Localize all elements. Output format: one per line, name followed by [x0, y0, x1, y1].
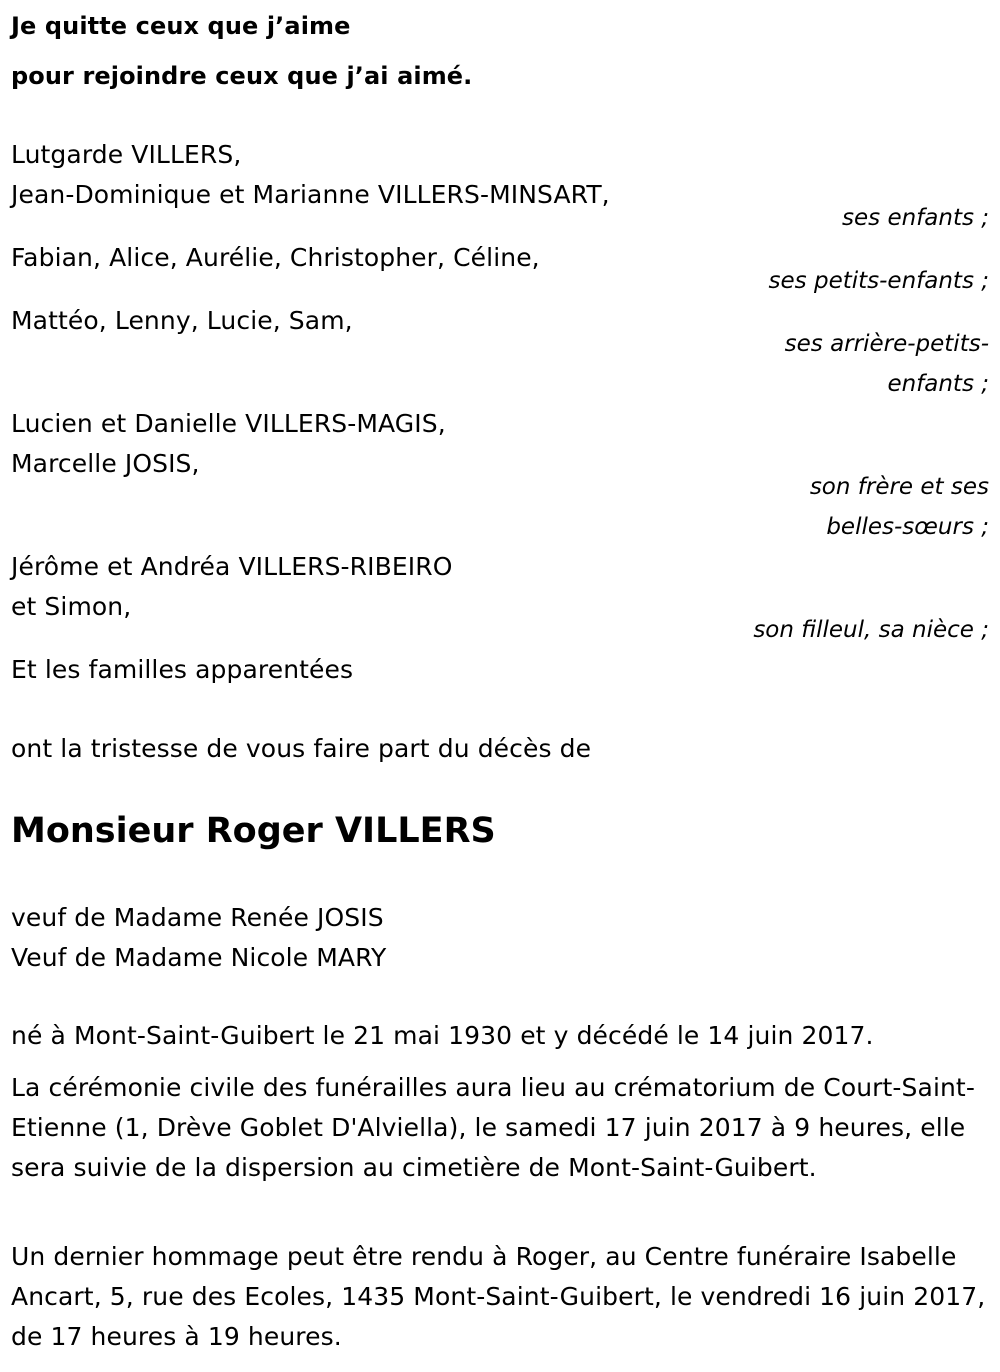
- sibling-name-2: Marcelle JOSIS,: [11, 449, 200, 478]
- tribute-paragraph: Un dernier hommage peut être rendu à Roger, au Centre funéraire Isabelle Ancart, 5, rue des Ecoles, 1435 Mont-Saint-Guibert, le vendredi 16 juin 2017, de 17 heures à 19 heures.: [11, 1242, 986, 1351]
- godchild-name-1: Jérôme et Andréa VILLERS-RIBEIRO: [11, 552, 453, 581]
- relation-children: ses enfants ;: [842, 205, 989, 231]
- godchild-name-2: et Simon,: [11, 592, 132, 621]
- relation-siblings-line-1: son frère et ses: [809, 474, 989, 500]
- relation-great-grandchildren-line-2: enfants ;: [887, 371, 989, 397]
- grandchildren-names: Fabian, Alice, Aurélie, Christopher, Céline,: [11, 243, 540, 272]
- great-grandchildren-names: Mattéo, Lenny, Lucie, Sam,: [11, 306, 353, 335]
- epigraph-line-2: pour rejoindre ceux que j’ai aimé.: [11, 62, 473, 90]
- relation-grandchildren: ses petits-enfants ;: [768, 268, 989, 294]
- widower-line-1: veuf de Madame Renée JOSIS: [11, 903, 384, 932]
- sibling-name-1: Lucien et Danielle VILLERS-MAGIS,: [11, 409, 446, 438]
- widower-line-2: Veuf de Madame Nicole MARY: [11, 943, 387, 972]
- relation-godchild: son filleul, sa nièce ;: [753, 617, 989, 643]
- epigraph-line-1: Je quitte ceux que j’aime: [11, 12, 351, 40]
- deceased-name: Monsieur Roger VILLERS: [11, 811, 496, 851]
- relation-great-grandchildren-line-1: ses arrière-petits-: [784, 331, 989, 357]
- child-name-1: Lutgarde VILLERS,: [11, 140, 242, 169]
- birth-death-line: né à Mont-Saint-Guibert le 21 mai 1930 et y décédé le 14 juin 2017.: [11, 1021, 874, 1050]
- ceremony-paragraph: La cérémonie civile des funérailles aura lieu au crématorium de Court-Saint-Etienne (1, Drève Goblet D'Alviella), le samedi 17 juin 2017 à 9 heures, elle sera suivie de la dispersion au cimetière de Mont-Saint-Guibert.: [11, 1073, 975, 1182]
- families-line: Et les familles apparentées: [11, 655, 354, 684]
- relation-siblings-line-2: belles-sœurs ;: [826, 514, 989, 540]
- announcement-line: ont la tristesse de vous faire part du décès de: [11, 734, 592, 763]
- child-name-2: Jean-Dominique et Marianne VILLERS-MINSART,: [11, 180, 610, 209]
